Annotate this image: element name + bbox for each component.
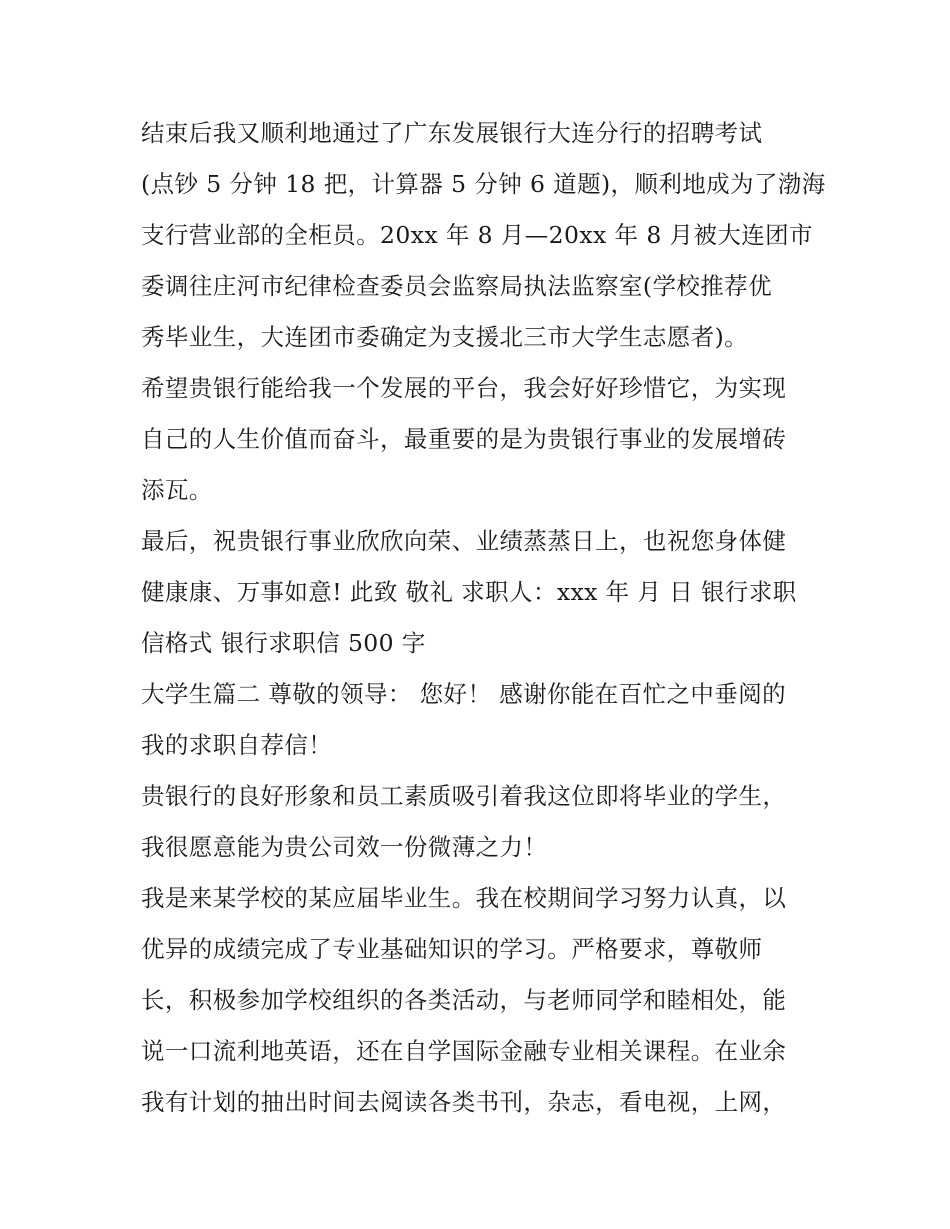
text-line: 长，积极参加学校组织的各类活动，与老师同学和睦相处，能 (141, 986, 787, 1014)
body-text (141, 108, 826, 1128)
text-line: 希望贵银行能给我一个发展的平台，我会好好珍惜它，为实现 (141, 374, 787, 402)
text-line: 我的求职自荐信！ (141, 731, 333, 759)
text-line: 说一口流利地英语，还在自学国际金融专业相关课程。在业余 (141, 1037, 787, 1065)
text-line: 最后，祝贵银行事业欣欣向荣、业绩蒸蒸日上，也祝您身体健 (141, 527, 787, 555)
text-line: 健康康、万事如意! 此致 敬礼 求职人：xxx 年 月 日 银行求职 (141, 578, 797, 606)
text-line: 信格式 银行求职信 500 字 (141, 629, 426, 657)
text-line: 优异的成绩完成了专业基础知识的学习。严格要求，尊敬师 (141, 935, 763, 963)
text-line: 大学生篇二 尊敬的领导： 您好！ 感谢你能在百忙之中垂阅的 (141, 680, 787, 708)
text-line: 支行营业部的全柜员。20xx 年 8 月—20xx 年 8 月被大连团市 (141, 221, 813, 249)
text-line: 我有计划的抽出时间去阅读各类书刊，杂志，看电视，上网， (141, 1088, 787, 1116)
text-line: 委调往庄河市纪律检查委员会监察局执法监察室(学校推荐优 (141, 272, 772, 300)
text-line: 我是来某学校的某应届毕业生。我在校期间学习努力认真，以 (141, 884, 787, 912)
text-line: 我很愿意能为贵公司效一份微薄之力！ (141, 833, 548, 861)
text-line: 自己的人生价值而奋斗，最重要的是为贵银行事业的发展增砖 (141, 425, 787, 453)
text-line: 贵银行的良好形象和员工素质吸引着我这位即将毕业的学生， (141, 782, 787, 810)
text-line: (点钞 5 分钟 18 把，计算器 5 分钟 6 道题)，顺利地成为了渤海 (141, 170, 826, 198)
text-line: 结束后我又顺利地通过了广东发展银行大连分行的招聘考试 (141, 119, 763, 147)
text-line: 秀毕业生，大连团市委确定为支援北三市大学生志愿者)。 (141, 323, 749, 351)
text-line: 添瓦。 (141, 476, 213, 504)
